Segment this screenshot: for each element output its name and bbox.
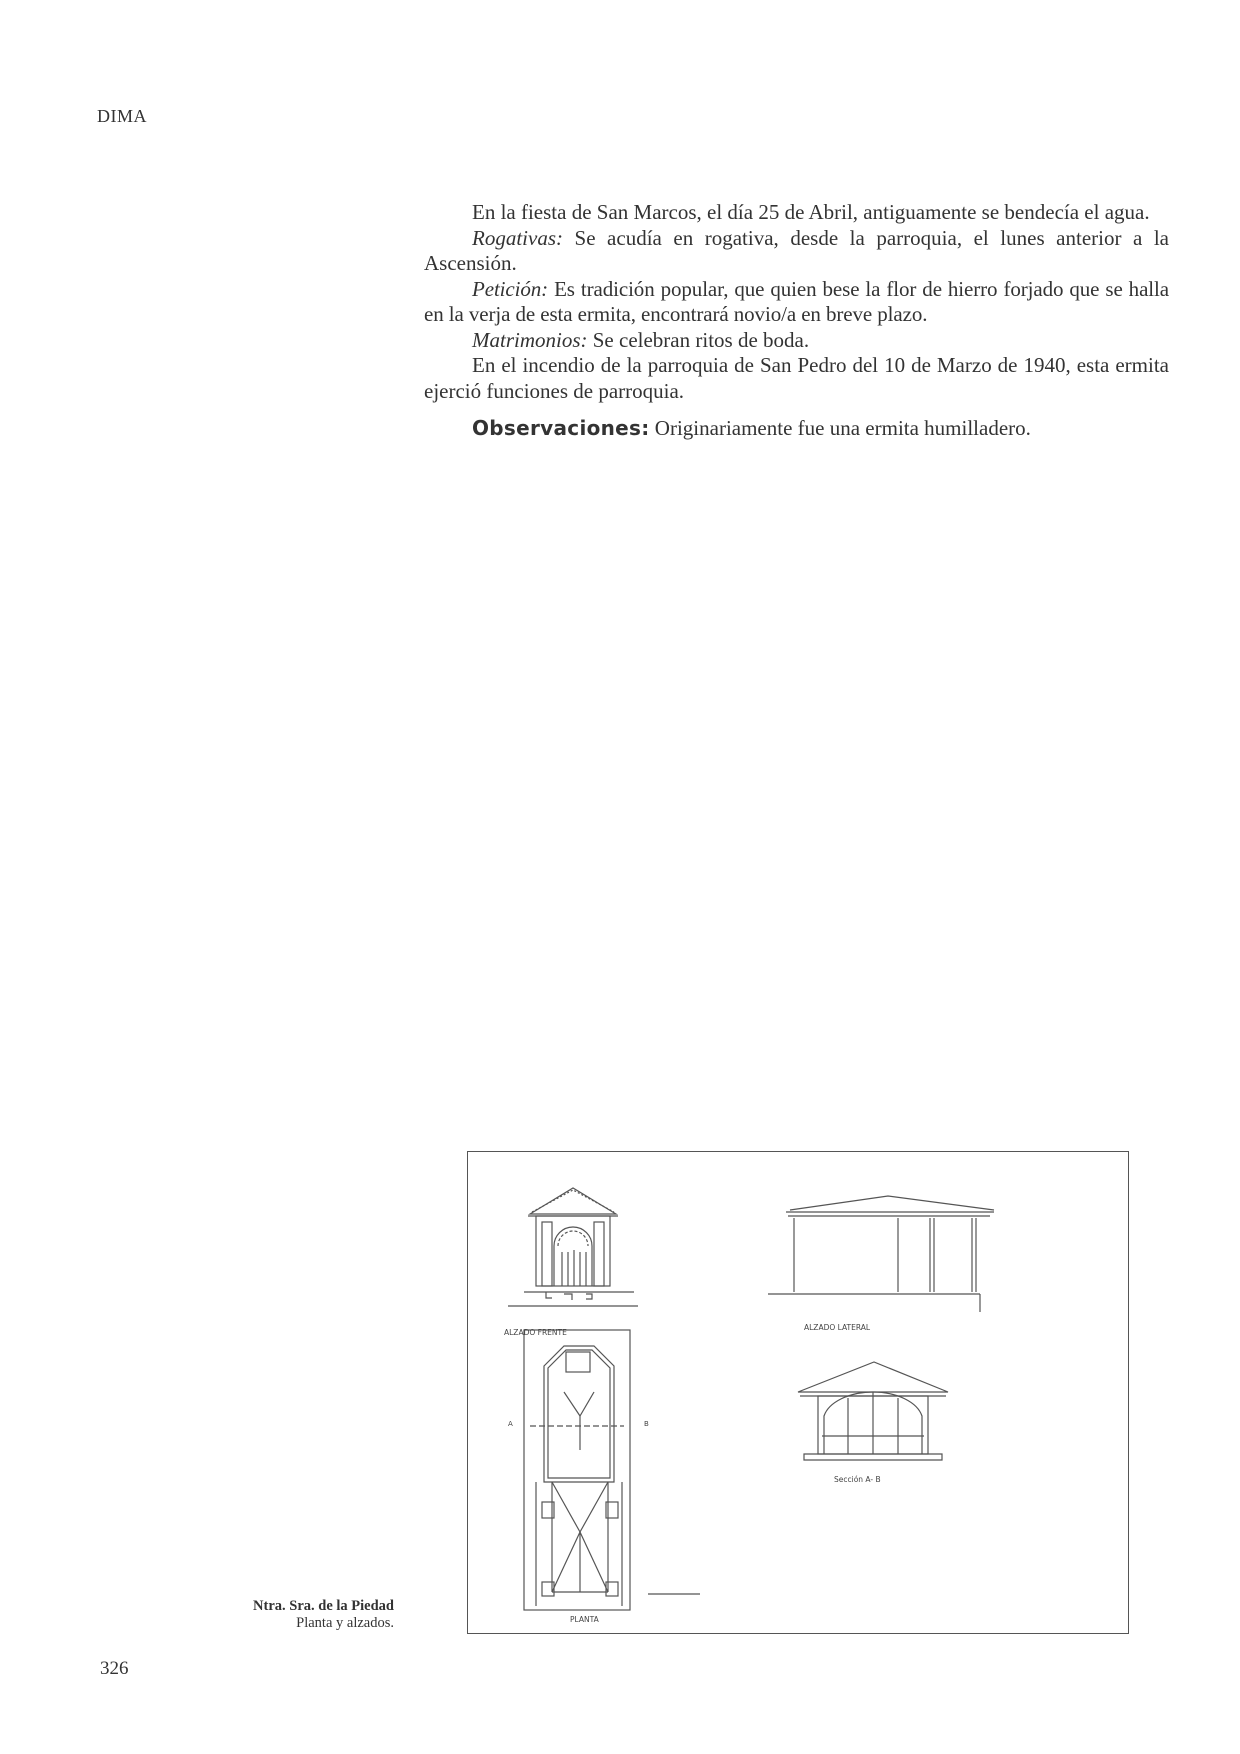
architectural-drawing [468, 1152, 1128, 1633]
label-section: Sección A- B [834, 1475, 881, 1484]
peticion-text: Es tradición popular, que quien bese la flor de hierro forjado que se halla en la verja de esta ermita, encontrará novio/a en breve plazo. [424, 276, 1169, 326]
matrimonios-text: Se celebran ritos de boda. [587, 327, 810, 352]
page-number: 326 [100, 1658, 129, 1679]
side-elevation [768, 1196, 994, 1312]
figure-caption [253, 1598, 394, 1632]
paragraph-observaciones [424, 416, 1169, 442]
rogativas-text: Se acudía en rogativa, desde la parroquia, el lunes anterior a la Ascensión. [424, 225, 1169, 275]
paragraph-san-marcos: En la fiesta de San Marcos, el día 25 de Abril, antiguamente se bendecía el agua. [472, 200, 1150, 224]
observaciones-text: Originariamente fue una ermita humilladero. [649, 416, 1031, 440]
matrimonios-label: Matrimonios: [472, 327, 588, 352]
caption-title: Ntra. Sra. de la Piedad [253, 1598, 394, 1614]
body-text [424, 200, 1169, 442]
paragraph-rogativas [424, 226, 1169, 277]
label-plan: PLANTA [570, 1615, 599, 1624]
label-front: ALZADO FRENTE [504, 1328, 567, 1337]
label-b: B [644, 1420, 649, 1428]
architectural-drawing-frame [467, 1151, 1129, 1634]
rogativas-label: Rogativas: [472, 225, 563, 250]
observaciones-label: Observaciones: [472, 416, 650, 440]
peticion-label: Petición: [472, 276, 549, 301]
section-a-b [798, 1362, 948, 1460]
floor-plan [524, 1330, 700, 1610]
paragraph-matrimonios [424, 328, 1169, 354]
caption-subtitle: Planta y alzados. [296, 1615, 394, 1631]
running-header: DIMA [97, 106, 147, 126]
paragraph-incendio: En el incendio de la parroquia de San Pedro del 10 de Marzo de 1940, esta ermita ejerció funciones de parroquia. [424, 353, 1169, 403]
label-a: A [508, 1420, 513, 1428]
front-elevation [508, 1188, 638, 1306]
paragraph-peticion [424, 277, 1169, 328]
label-side: ALZADO LATERAL [804, 1323, 871, 1332]
